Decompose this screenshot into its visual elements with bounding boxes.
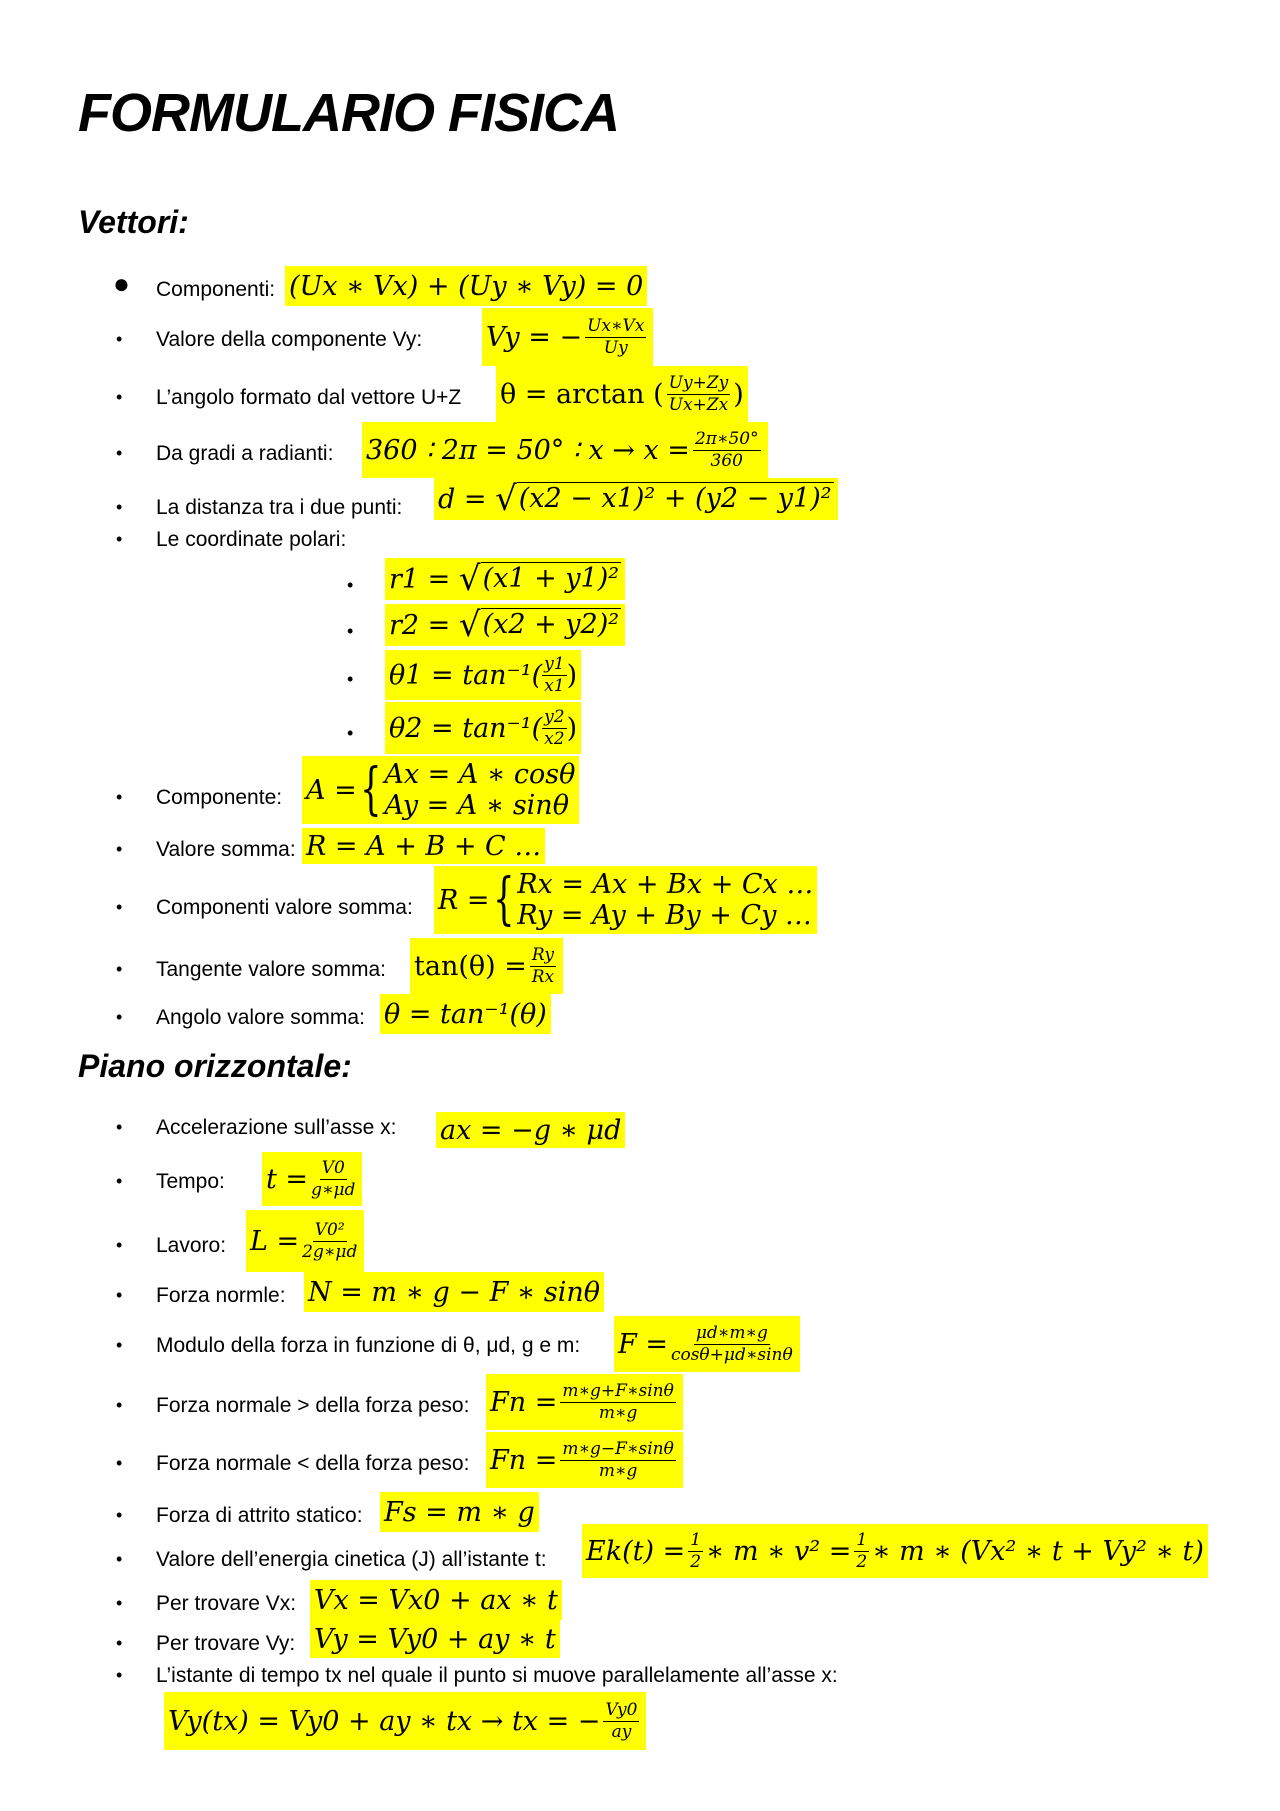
bullet-icon: •: [116, 959, 123, 979]
item-label: Per trovare Vy:: [156, 1632, 296, 1655]
item-label: Le coordinate polari:: [156, 528, 347, 551]
formula-distanza: d = √ (x2 − x1)² + (y2 − y1)²: [434, 478, 838, 520]
item-label: Tangente valore somma:: [156, 958, 386, 981]
item-label: Valore somma:: [156, 838, 296, 861]
item-label: Per trovare Vx:: [156, 1592, 297, 1615]
bullet-icon: •: [116, 839, 123, 859]
bullet-icon: •: [116, 787, 123, 807]
bullet-icon: •: [116, 443, 123, 463]
formula-tempo: t = $\frac{V0}{g∗\mu d}$: [262, 1152, 362, 1206]
bullet-icon: •: [116, 1285, 123, 1305]
item-label: L’angolo formato dal vettore U+Z: [156, 386, 462, 409]
section-heading-piano: Piano orizzontale:: [78, 1048, 352, 1084]
section-heading-vettori: Vettori:: [78, 204, 189, 240]
bullet-icon: •: [116, 1007, 123, 1027]
fraction: $\frac{m∗g+F∗\sin\theta}{m∗g}$: [562, 1380, 674, 1423]
bullet-icon: •: [116, 1549, 123, 1569]
bullet-icon: •: [116, 329, 123, 349]
item-label: Da gradi a radianti:: [156, 442, 334, 465]
item-label: Forza normale > della forza peso:: [156, 1394, 470, 1417]
bullet-icon: •: [116, 1453, 123, 1473]
fraction: $\frac{\text{V0²}}{2g∗\mu d}$: [302, 1219, 358, 1262]
page-title: FORMULARIO FISICA: [78, 83, 619, 143]
formula-fn-minore: Fn = $\frac{m∗g-F∗\sin\theta}{m∗g}$: [486, 1432, 683, 1488]
bullet-icon: •: [347, 723, 354, 743]
item-label: Componenti valore somma:: [156, 896, 413, 919]
bullet-icon: •: [116, 1505, 123, 1525]
formula-valore-componente: Vy = − $\frac{Ux∗Vx}{Uy}$: [482, 308, 653, 366]
equation-system: { Rx = Ax + Bx + Cx … Ry = Ay + By + Cy …: [492, 867, 814, 932]
formula-theta2: θ2 = tan⁻¹( $\frac{y2}{x2}$ ): [385, 702, 581, 754]
formula-vx: Vx = Vx0 + ax ∗ t: [310, 1580, 562, 1620]
square-root: √ (x2 − x1)² + (y2 − y1)²: [495, 479, 832, 519]
square-root: √ (x1 + y1)²: [458, 559, 620, 599]
item-label: Valore dell’energia cinetica (J) all’istante t:: [156, 1548, 547, 1571]
fraction: $\frac{Ry}{Rx}$: [531, 944, 555, 987]
bullet-icon: •: [116, 897, 123, 917]
item-label: Forza normle:: [156, 1284, 286, 1307]
item-label: Valore della componente Vy:: [156, 328, 423, 351]
bullet-icon: •: [116, 1395, 123, 1415]
bullet-icon: •: [116, 1665, 123, 1685]
item-label: Componenti:: [156, 278, 276, 301]
fraction: $\frac{m∗g-F∗\sin\theta}{m∗g}$: [562, 1438, 674, 1481]
formula-fn-maggiore: Fn = $\frac{m∗g+F∗\sin\theta}{m∗g}$: [486, 1374, 683, 1430]
item-label: Componente:: [156, 786, 283, 809]
fraction: $\frac{Ux∗Vx}{Uy}$: [587, 315, 645, 358]
fraction: $\frac{1}{2}$: [856, 1529, 868, 1572]
formula-energia: Ek(t) = $\frac{1}{2}$ ∗ m ∗ v² = $\frac{1}{2}$ ∗ m ∗ (Vx² ∗ t + Vy² ∗ t): [582, 1524, 1208, 1578]
bullet-icon: •: [116, 497, 123, 517]
fraction: $\frac{y2}{x2}$: [544, 706, 565, 749]
formula-angolo-somma: θ = tan⁻¹(θ): [380, 994, 551, 1034]
item-label: Modulo della forza in funzione di θ, μd, g e m:: [156, 1334, 581, 1357]
formula-accelerazione: ax = −g ∗ μd: [436, 1112, 625, 1148]
bullet-icon: ●: [113, 268, 130, 299]
item-label: Forza normale < della forza peso:: [156, 1452, 470, 1475]
fraction: $\frac{y1}{x1}$: [544, 653, 565, 696]
item-label: La distanza tra i due punti:: [156, 496, 403, 519]
item-label: Lavoro:: [156, 1234, 227, 1257]
bullet-icon: •: [116, 1633, 123, 1653]
formula-componenti: (Ux ∗ Vx) + (Uy ∗ Vy) = 0: [285, 266, 647, 306]
formula-componenti-somma: R = { Rx = Ax + Bx + Cx … Ry = Ay + By + Cy …: [434, 866, 817, 934]
item-label: Angolo valore somma:: [156, 1006, 365, 1029]
item-label: L’istante di tempo tx nel quale il punto si muove parallelamente all’asse x:: [156, 1664, 838, 1687]
bullet-icon: •: [116, 387, 123, 407]
fraction: $\frac{V0}{g∗\mu d}$: [311, 1157, 356, 1200]
bullet-icon: •: [347, 621, 354, 641]
formula-modulo: F = $\frac{\mu d∗m∗g}{\cos\theta+\mu d∗\sin\theta}$: [614, 1316, 800, 1372]
fraction: $\frac{Vy0}{ay}$: [605, 1699, 638, 1742]
formula-vy: Vy = Vy0 + ay ∗ t: [310, 1620, 560, 1658]
formula-componente: A = { Ax = A ∗ cosθ Ay = A ∗ sinθ: [302, 756, 579, 824]
formula-r2: r2 = √ (x2 + y2)²: [385, 604, 625, 646]
bullet-icon: •: [116, 529, 123, 549]
bullet-icon: •: [116, 1235, 123, 1255]
formula-istante: Vy(tx) = Vy0 + ay ∗ tx → tx = − $\frac{Vy0}{ay}$: [164, 1692, 646, 1750]
fraction: $\frac{1}{2}$: [690, 1529, 702, 1572]
fraction: $\frac{Uy+Zy}{Ux+Zx}$: [668, 372, 729, 415]
formula-angolo: θ = arctan ( $\frac{Uy+Zy}{Ux+Zx}$ ): [496, 366, 748, 422]
bullet-icon: •: [347, 669, 354, 689]
item-label: Forza di attrito statico:: [156, 1504, 363, 1527]
formula-gradi: 360 ∶ 2π = 50° ∶ x → x = $\frac{2\pi∗50^\circ}{360}$: [362, 422, 768, 478]
formula-r1: r1 = √ (x1 + y1)²: [385, 558, 625, 600]
formula-theta1: θ1 = tan⁻¹( $\frac{y1}{x1}$ ): [385, 650, 581, 700]
formula-lavoro: L = $\frac{\text{V0²}}{2g∗\mu d}$: [246, 1210, 364, 1272]
fraction: $\frac{\mu d∗m∗g}{\cos\theta+\mu d∗\sin\theta}$: [670, 1322, 793, 1365]
equation-system: { Ax = A ∗ cosθ Ay = A ∗ sinθ: [359, 757, 576, 822]
bullet-icon: •: [347, 575, 354, 595]
square-root: √ (x2 + y2)²: [458, 605, 620, 645]
formula-valore-somma: R = A + B + C …: [302, 828, 545, 864]
item-label: Tempo:: [156, 1170, 225, 1193]
bullet-icon: •: [116, 1335, 123, 1355]
bullet-icon: •: [116, 1117, 123, 1137]
formula-tangente: tan(θ) = $\frac{Ry}{Rx}$: [410, 938, 563, 994]
bullet-icon: •: [116, 1171, 123, 1191]
item-label: Accelerazione sull’asse x:: [156, 1116, 397, 1139]
formula-attrito: Fs = m ∗ g: [380, 1492, 539, 1532]
fraction: $\frac{2\pi∗50^\circ}{360}$: [694, 428, 759, 471]
formula-forza-normale: N = m ∗ g − F ∗ sinθ: [304, 1272, 604, 1312]
bullet-icon: •: [116, 1593, 123, 1613]
